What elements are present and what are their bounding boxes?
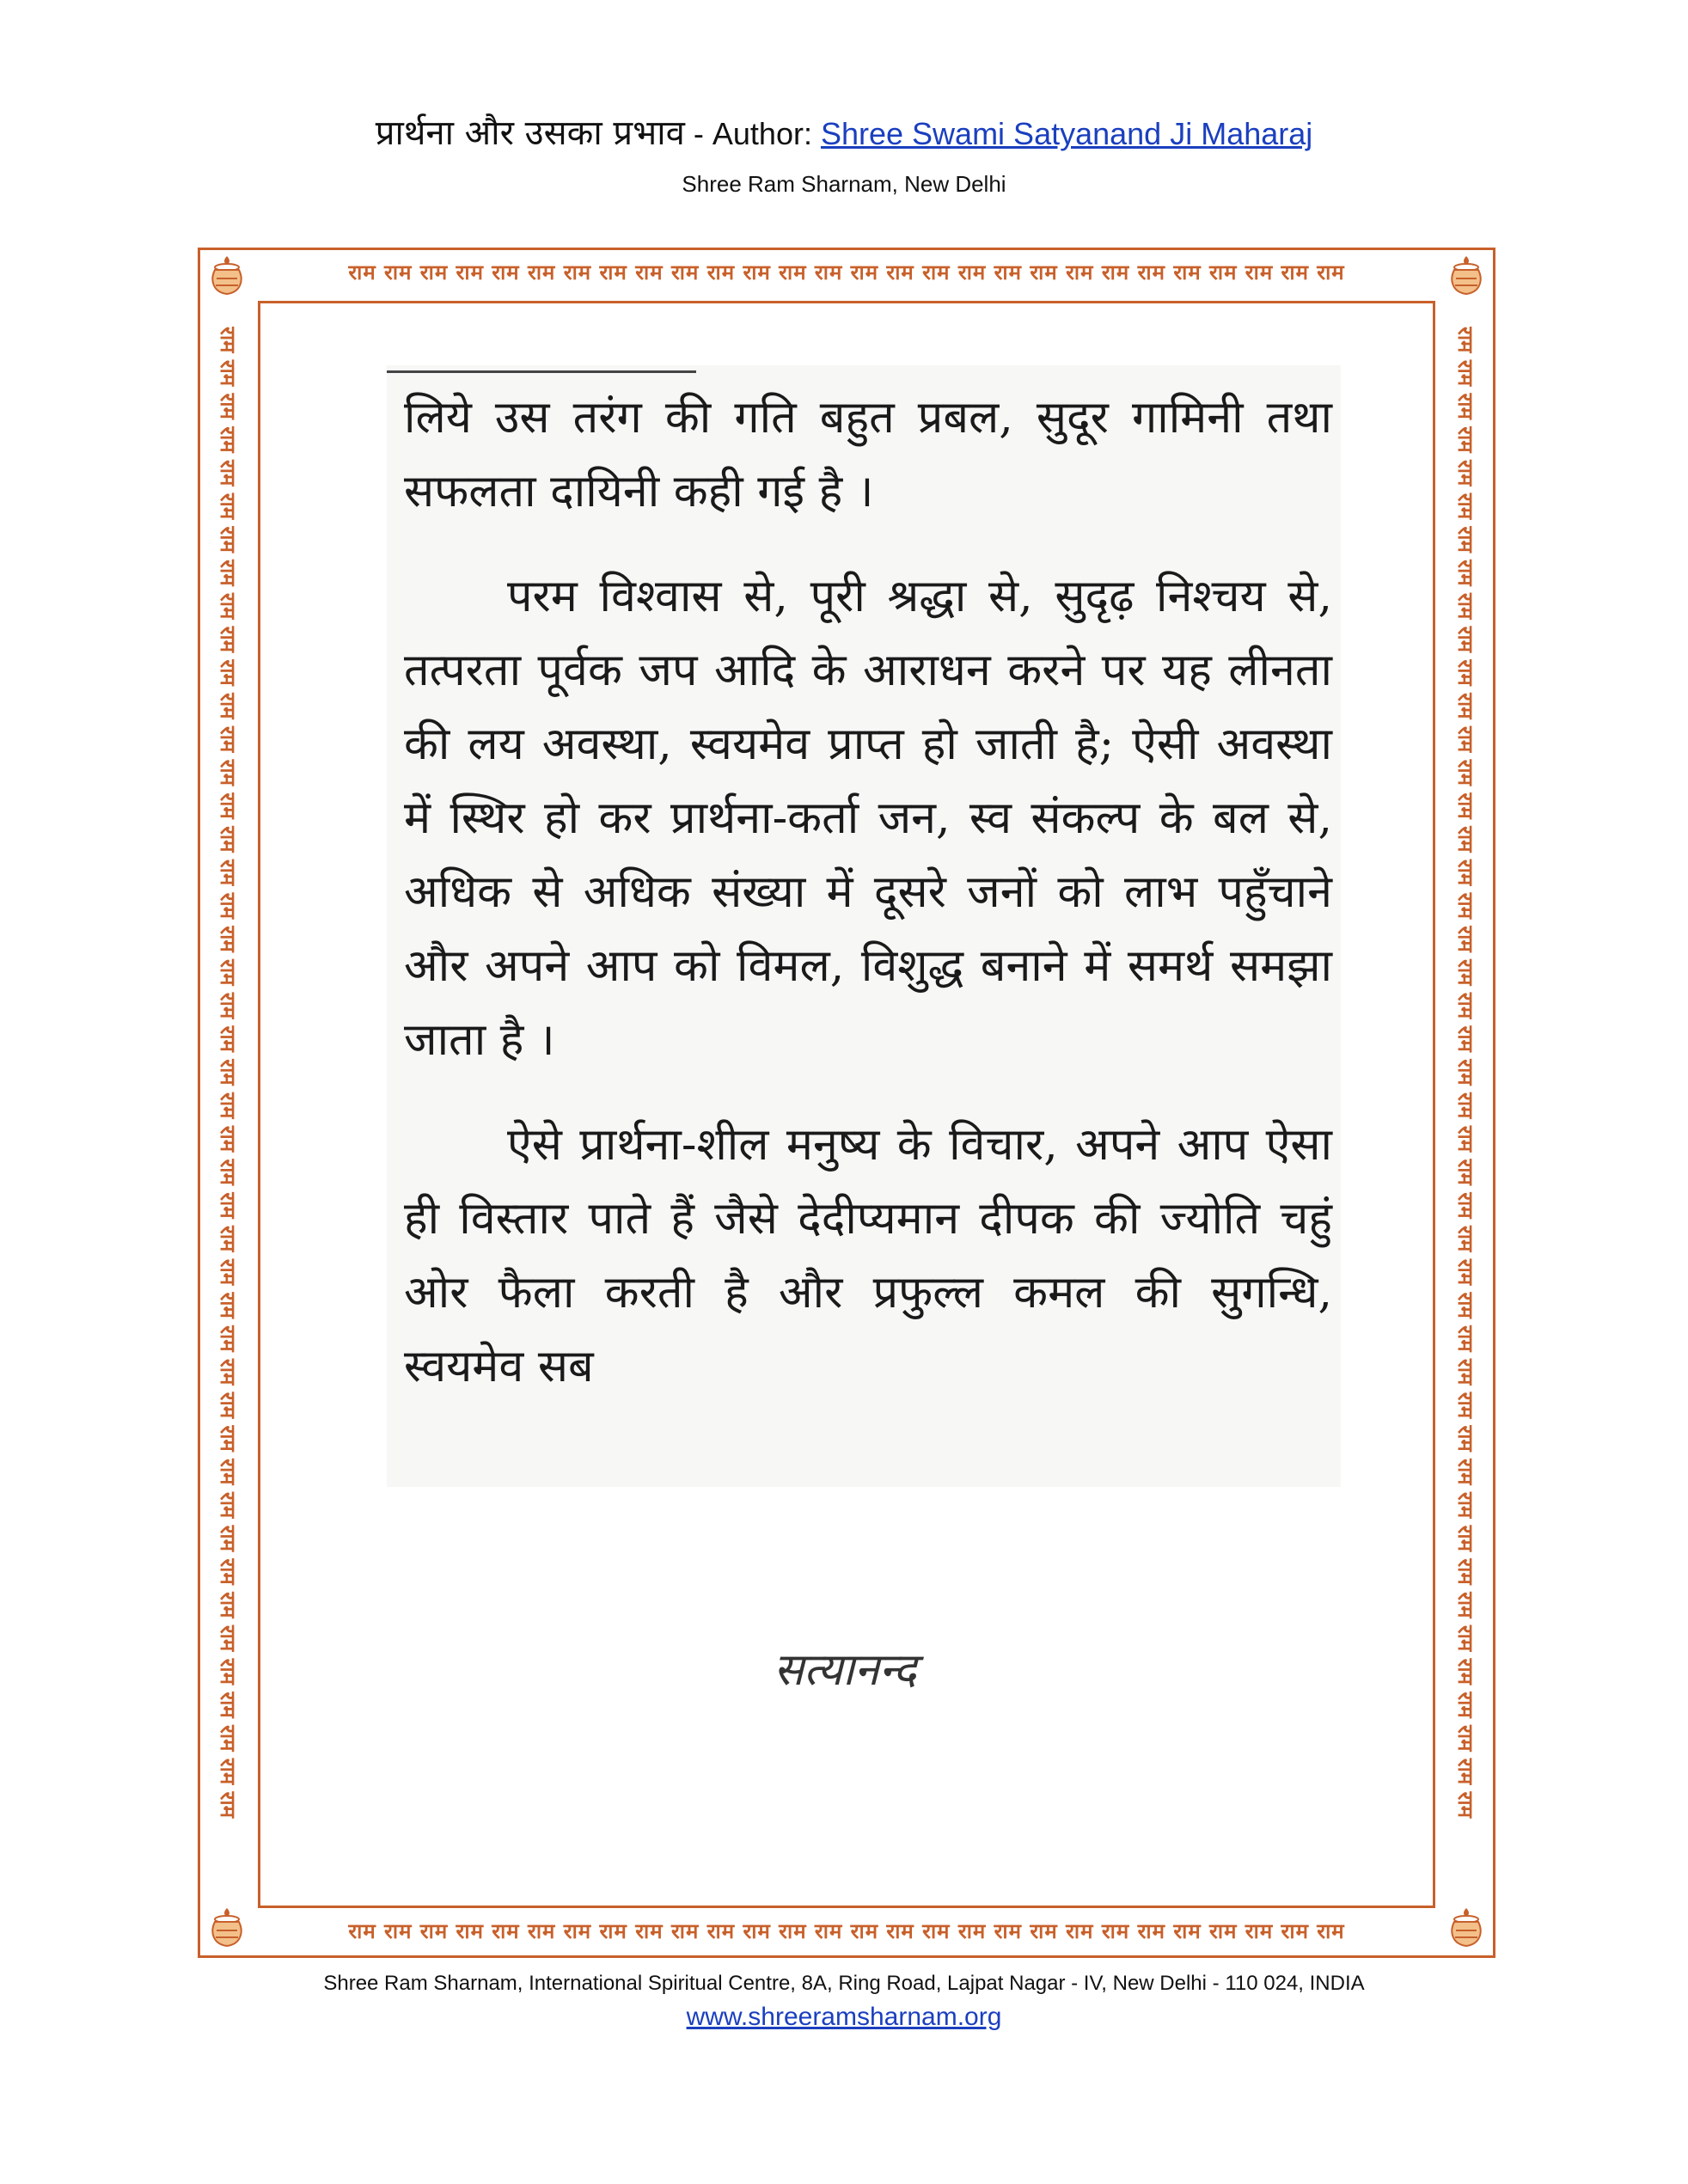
kalash-icon: [203, 251, 251, 299]
page-subtitle: Shree Ram Sharnam, New Delhi: [682, 171, 1006, 197]
author-label: - Author:: [684, 116, 821, 151]
border-bottom-ram-text: राम राम राम राम राम राम राम राम राम राम राम राम राम राम राम राम राम राम राम राम राम राम राम राम राम राम राम राम: [348, 1919, 1345, 1943]
signature: सत्यानन्द: [774, 1644, 917, 1696]
paragraph-1: लिये उस तरंग की गति बहुत प्रबल, सुदूर गामिनी तथा सफलता दायिनी कही गई है ।: [404, 392, 1332, 517]
body-text: [404, 381, 1332, 1435]
page-header: [0, 112, 1688, 198]
paragraph-3: ऐसे प्रार्थना-शील मनुष्य के विचार, अपने आप ऐसा ही विस्तार पाते हैं जैसे देदीप्यमान दीपक की ज्योति चहुं ओर फैला करती है और प्रफुल्ल कमल की सुगन्धि, स्वयमेव सब: [404, 1119, 1332, 1392]
border-right-ram-text: राम राम राम राम राम राम राम राम राम राम राम राम राम राम राम राम राम राम राम राम राम राम राम राम राम राम राम राम राम राम राम राम राम राम राम राम राम राम राम राम राम राम राम राम राम: [1453, 327, 1477, 1818]
footer-address: Shree Ram Sharnam, International Spiritual Centre, 8A, Ring Road, Lajpat Nagar - IV, New Delhi - 110 024, INDIA: [323, 1972, 1365, 1995]
website-link[interactable]: www.shreeramsharnam.org: [686, 2003, 1002, 2031]
scan-top-rule: [387, 370, 696, 373]
page-title: प्रार्थना और उसका प्रभाव: [375, 113, 685, 153]
border-left-ram-column: [206, 327, 249, 1882]
border-top-ram-text: राम राम राम राम राम राम राम राम राम राम राम राम राम राम राम राम राम राम राम राम राम राम राम राम राम राम राम राम: [348, 260, 1345, 284]
page-footer: [0, 1970, 1688, 2032]
border-left-ram-text: राम राम राम राम राम राम राम राम राम राम राम राम राम राम राम राम राम राम राम राम राम राम राम राम राम राम राम राम राम राम राम राम राम राम राम राम राम राम राम राम राम राम राम राम राम: [216, 327, 240, 1818]
kalash-icon: [1442, 1903, 1490, 1951]
title-line: [0, 112, 1688, 156]
border-right-ram-column: [1444, 327, 1487, 1882]
author-link[interactable]: Shree Swami Satyanand Ji Maharaj: [820, 116, 1313, 151]
kalash-icon: [1442, 251, 1490, 299]
kalash-icon: [203, 1903, 251, 1951]
scanned-text-block: [387, 365, 1341, 1487]
paragraph-2: परम विश्वास से, पूरी श्रद्धा से, सुदृढ़ निश्चय से, तत्परता पूर्वक जप आदि के आराधन करने पर यह लीनता की लय अवस्था, स्वयमेव प्राप्त हो जाती है; ऐसी अवस्था में स्थिर हो कर प्रार्थना-कर्ता जन, स्व संकल्प के बल से, अधिक से अधिक संख्या में दूसरे जनों को लाभ पहुँचाने और अपने आप को विमल, विशुद्ध बनाने में समर्थ समझा जाता है ।: [404, 571, 1332, 1066]
